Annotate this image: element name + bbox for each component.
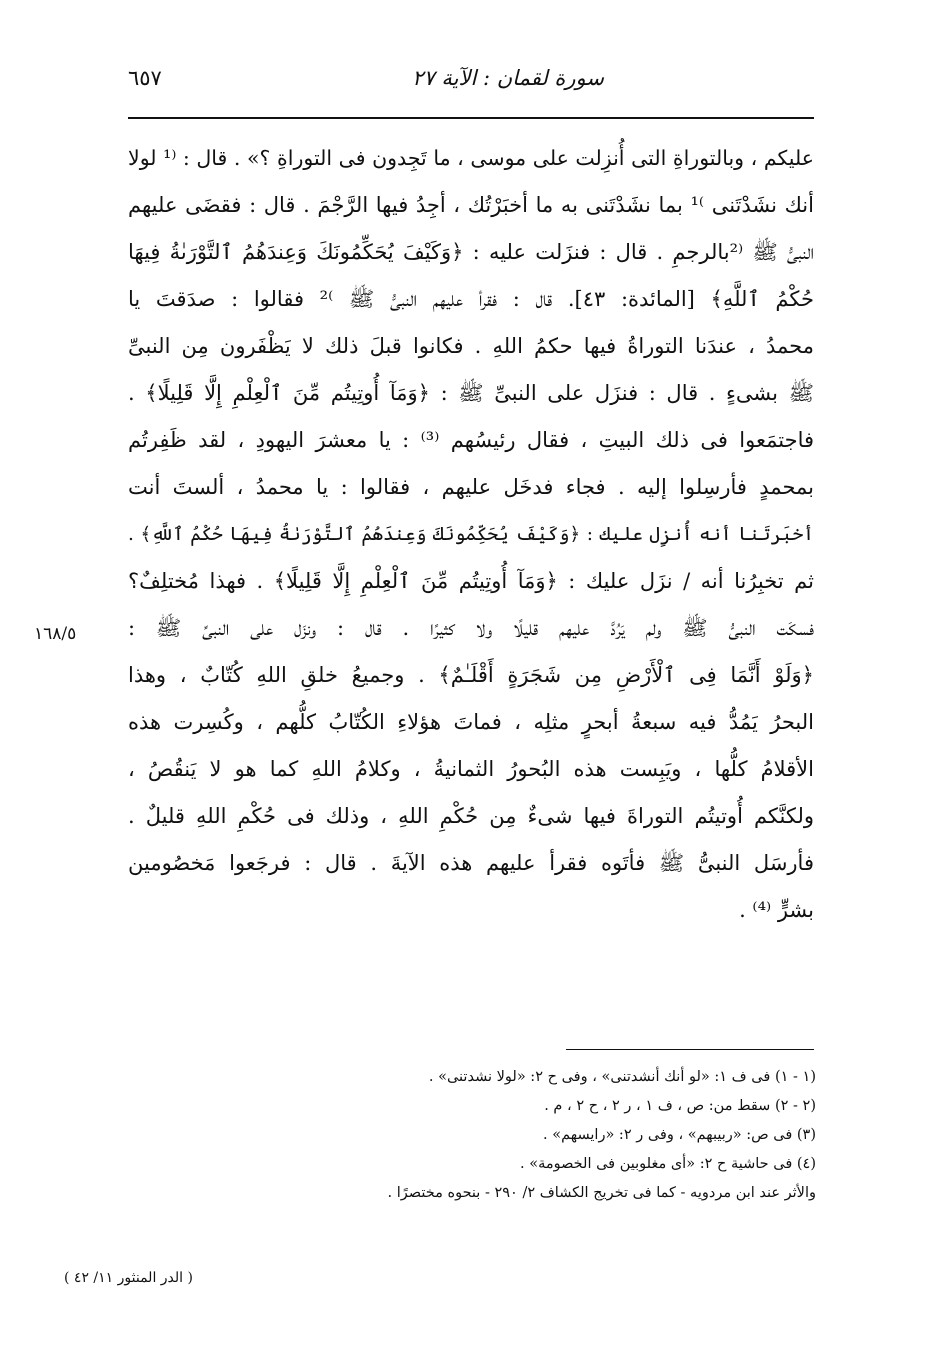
page-number: ٦٥٧ <box>128 66 162 90</box>
footnotes <box>128 1063 818 1208</box>
page-header <box>128 58 814 102</box>
text-line: محمدُ ، عندَنا التوراةُ فيها حكمُ اللهِ . فكانوا قبلَ ذلك لا يَظْفَرون مِن النبىِّ <box>128 334 814 358</box>
footnote: والأثر عند ابن مردويه - كما فى تخريج الكشاف ٢/ ٢٩٠ - بنحوه مختصرًا . <box>387 1185 816 1201</box>
text-line: أنك نشَدْتَنى ⁾¹ بما نشَدْتَنى به ما أخبَرْتُك ، أجِدُ فيها الرَّجْمَ . قال : فقضَى عليهم <box>128 193 814 217</box>
text-line: فاجتمَعوا فى ذلك البيتِ ، فقال رئيسُهم ⁽³⁾ : يا معشرَ اليهودِ ، لقد ظَفِرتُم <box>128 428 814 452</box>
text-line: حُكْمُ ٱللَّهِ﴾ [المائدة: ٤٣]. قال : فقرأ عليهم النبىُّ ﷺ ⁾² فقالوا : صدَقتَ يا <box>128 287 814 311</box>
text-line: ﷺ بشىءٍ . قال : فنزَل على النبىِّ ﷺ : ﴿وَمَآ أُوتِيتُم مِّنَ ٱلْعِلْمِ إِلَّا قَلِيلًا﴾ . <box>128 381 814 405</box>
text-line: البحرُ يَمُدُّ فيه سبعةُ أبحرٍ مثلِه ، فماتَ هؤلاءِ الكُتّابُ كلُّهم ، وكُسِرت هذه <box>128 710 814 734</box>
text-line: ثم تخبِرُنا أنه / نزَل عليك : ﴿وَمَآ أُوتِيتُم مِّنَ ٱلْعِلْمِ إِلَّا قَلِيلًا﴾ . فهذا مُختلِفٌ؟ <box>128 569 814 593</box>
text-line: النبىُّ ﷺ ⁽²بالرجمِ . قال : فنزَلت عليه : ﴿وَكَيْفَ يُحَكِّمُونَكَ وَعِندَهُمُ ٱلتَّوْرَىٰةُ فِيهَا <box>128 240 814 264</box>
text-line: بشرٍّ ⁽⁴⁾ . <box>739 898 814 922</box>
text-line: أخبَرتَنا أنه أُنزِل عليك : ﴿وَكَيْفَ يُحَكِّمُونَكَ وَعِندَهُمُ ٱلتَّوْرَىٰةُ فِيهَا حُكْمُ ٱللَّهِ﴾ . <box>128 524 814 545</box>
running-title: سورة لقمان : الآية ٢٧ <box>412 66 604 90</box>
margin-reference: ١٦٨/٥ <box>34 624 77 644</box>
footnote: (١ - ١) فى ف ١: «لو أنك أنشدتنى» ، وفى ح ٢: «لولا نشدتنى» . <box>428 1069 816 1085</box>
footnote: (٢ - ٢) سقط من: ص ، ف ١ ، ر ٢ ، ح ٢ ، م . <box>544 1098 816 1114</box>
text-line: بمحمدٍ فأرسِلوا إليه . فجاء فدخَل عليهم ، فقالوا : يا محمدُ ، ألستَ أنت <box>128 475 814 499</box>
source-reference: ( الدر المنثور ١١/ ٤٢ ) <box>64 1270 193 1286</box>
text-line: فسكَت النبىُّ ﷺ ولم يَرُدَّ عليهم قليلًا ولا كثيرًا . قال : ونزَل على النبىِّ ﷺ : <box>128 616 814 640</box>
header-divider <box>128 117 814 119</box>
main-text <box>128 135 814 934</box>
text-line: عليكم ، وبالتوراةِ التى أُنزِلت على موسى ، ما تَجِدون فى التوراةِ ؟» . قال : ⁽¹ لولا <box>128 146 814 170</box>
footnote: (٣) فى ص: «ربيبهم» ، وفى ر ٢: «رايسهم» . <box>543 1127 816 1143</box>
footnote-divider <box>566 1049 814 1050</box>
text-line: فأرسَل النبىُّ ﷺ فأتَوه فقرأ عليهم هذه الآيةَ . قال : فرجَعوا مَخصُومين <box>128 851 814 875</box>
text-line: ولكنَّكم أُوتيتُم التوراةَ فيها شىءٌ مِن حُكْمِ اللهِ ، وذلك فى حُكْمِ اللهِ قليلٌ . <box>128 804 814 828</box>
text-line: ﴿وَلَوْ أَنَّمَا فِى ٱلْأَرْضِ مِن شَجَرَةٍ أَقْلَـٰمٌ﴾ . وجميعُ خلقِ اللهِ كُتّابٌ ، وهذا <box>128 663 814 687</box>
text-line: الأقلامُ كلُّها ، ويَبِست هذه البُحورُ الثمانيةُ ، وكلامُ اللهِ كما هو لا يَنقُصُ ، <box>128 757 814 781</box>
footnote: (٤) فى حاشية ح ٢: «أى مغلوبين فى الخصومة» . <box>519 1156 816 1172</box>
